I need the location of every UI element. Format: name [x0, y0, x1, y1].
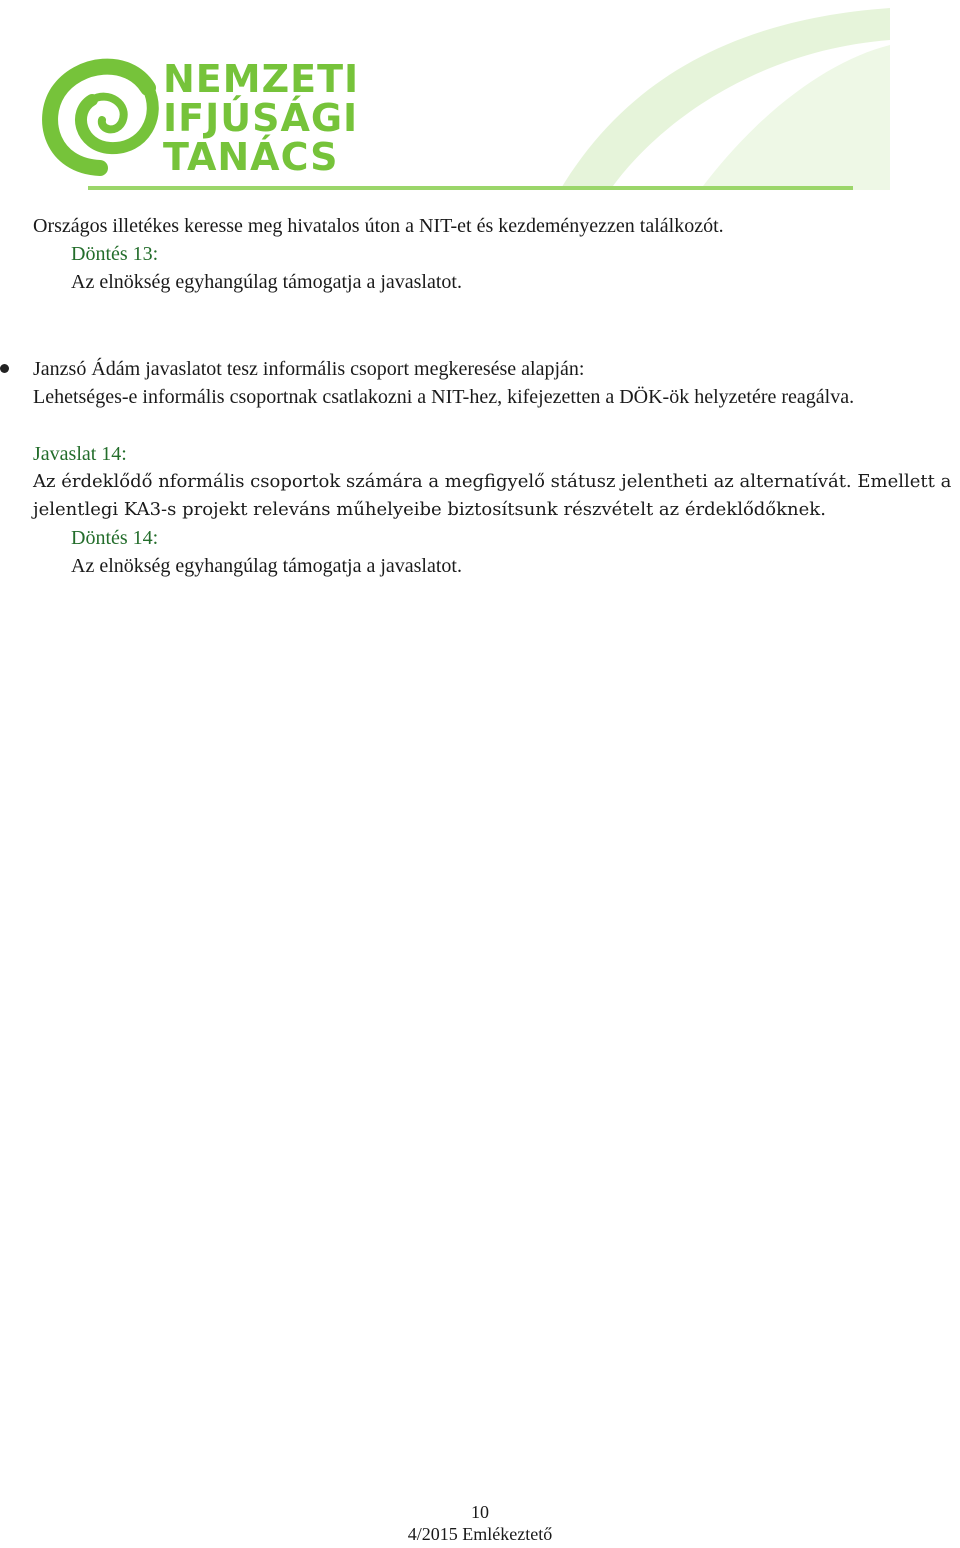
logo-text-line-3: TANÁCS [163, 135, 339, 179]
section-2 [33, 355, 958, 411]
logo-text-line-2: IFJÚSÁGI [163, 96, 359, 140]
logo-text-line-1: NEMZETI [163, 57, 360, 101]
document-title: 4/2015 Emlékeztető [407, 1524, 553, 1544]
decision-13-text: Az elnökség egyhangúlag támogatja a javaslatot. [71, 271, 462, 293]
header-graphic [0, 0, 960, 200]
section-1-text: Országos illetékes keresse meg hivatalos úton a NIT-et és kezdeményezzen találkozót. [33, 215, 724, 237]
proposal-14-label: Javaslat 14: [33, 443, 127, 465]
proposal-14-line-2: jelentlegi KA3-s projekt releváns műhelyeibe biztosítsunk részvételt az érdeklődőknek. [33, 499, 826, 520]
page-header [0, 0, 960, 200]
section-1 [33, 212, 958, 296]
page-number: 10 [471, 1502, 489, 1522]
bullet-icon [0, 364, 9, 373]
question-text: Lehetséges-e informális csoportnak csatlakozni a NIT-hez, kifejezetten a DÖK-ök helyzetére reagálva. [33, 386, 855, 408]
spiral-logo-icon [50, 67, 153, 168]
decision-13-label: Döntés 13: [71, 243, 159, 265]
bullet-text: Janzsó Ádám javaslatot tesz informális csoport megkeresése alapján: [33, 358, 585, 380]
proposal-14 [33, 440, 958, 580]
header-divider [88, 186, 853, 190]
decision-14-text: Az elnökség egyhangúlag támogatja a javaslatot. [71, 555, 462, 577]
proposal-14-line-1: Az érdeklődő nformális csoportok számára a megfigyelő státusz jelentheti az alternatívát. Emellett a [33, 471, 952, 492]
decision-14-label: Döntés 14: [71, 527, 159, 549]
